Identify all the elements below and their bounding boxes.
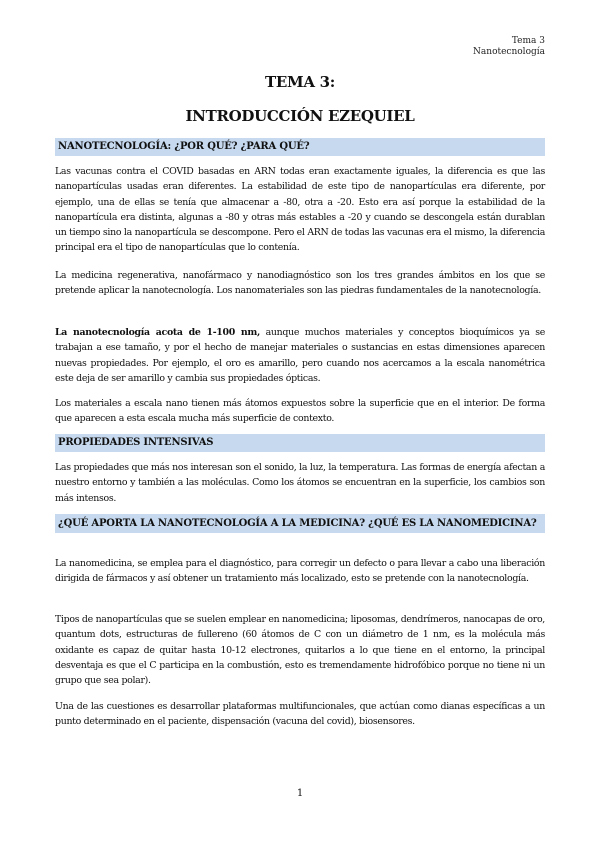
running-header bbox=[473, 36, 545, 58]
paragraph-escala-nano: La nanotecnología acota de 1-100 nm, aunque muchos materiales y conceptos bioquímicos ya se trabajan a ese tamaño, y por el hecho de manejar materiales o sustancias en estas dimensiones aparecen nuevas propiedades. Por ejemplo, el oro es amarillo, pero cuando nos acercamos a la escala nanométrica este deja de ser amarillo y cambia sus propiedades ópticas. bbox=[55, 327, 545, 384]
page-subtitle: INTRODUCCIÓN EZEQUIEL bbox=[185, 107, 415, 125]
header-topic-number: Tema 3 bbox=[511, 36, 545, 46]
header-topic-name: Nanotecnología bbox=[473, 47, 545, 57]
paragraph-propiedades: Las propiedades que más nos interesan son el sonido, la luz, la temperatura. Las formas de energía afectan a nuestro entorno y también a las moléculas. Como los átomos se encuentran en la superficie, los cambios son más intensos. bbox=[55, 462, 545, 504]
paragraph-vacunas: Las vacunas contra el COVID basadas en ARN todas eran exactamente iguales, la diferencia es que las nanopartículas usadas eran diferentes. La estabilidad de este tipo de nanopartículas era diferente, por ejemplo, una de ellas se tenía que almacenar a -80, otra a -20. Esto era así porque la estabilidad de la nanopartícula era distinta, algunas a -80 y otras más estables a -20 y cuando se descongela están durablan un tiempo sino la nanopartícula se descompone. Pero el ARN de todas las vacunas era el mismo, la diferencia principal era el tipo de nanopartículas que lo contenía. bbox=[55, 166, 545, 254]
bold-definition: La nanotecnología acota de 1-100 nm, bbox=[55, 327, 260, 338]
section-heading-nanotecnologia: NANOTECNOLOGÍA: ¿POR QUÉ? ¿PARA QUÉ? bbox=[55, 138, 545, 156]
paragraph-medicina-regenerativa: La medicina regenerativa, nanofármaco y nanodiagnóstico son los tres grandes ámbitos en los que se pretende aplicar la nanotecnología. Los nanomateriales son las piedras fundamentales de la nanotecnología. bbox=[55, 270, 545, 297]
section-heading-nanomedicina: ¿QUÉ APORTA LA NANOTECNOLOGÍA A LA MEDICINA? ¿QUÉ ES LA NANOMEDICINA? bbox=[55, 514, 545, 533]
paragraph-nanomedicina: La nanomedicina, se emplea para el diagnóstico, para corregir un defecto o para llevar a cabo una liberación dirigida de fármacos y así obtener un tratamiento más localizado, esto se pretende con la nanotecnología. bbox=[55, 558, 545, 585]
page-title: TEMA 3: bbox=[265, 73, 335, 91]
paragraph-superficie: Los materiales a escala nano tienen más átomos expuestos sobre la superficie que en el interior. De forma que aparecen a esta escala mucha más superficie de contexto. bbox=[55, 398, 545, 425]
section-heading-propiedades: PROPIEDADES INTENSIVAS bbox=[55, 434, 545, 452]
paragraph-plataformas: Una de las cuestiones es desarrollar plataformas multifuncionales, que actúan como dianas específicas a un punto determinado en el paciente, dispensación (vacuna del covid), biosensores. bbox=[55, 701, 545, 728]
paragraph-tipos-nanoparticulas: Tipos de nanopartículas que se suelen emplear en nanomedicina; liposomas, dendrímeros, nanocapas de oro, quantum dots, estructuras de fullereno (60 átomos de C con un diámetro de 1 nm, es la molécula más oxidante es capaz de quitar hasta 10-12 electrones, quitarlos a lo que tiene en el entorno, la principal desventaja es que el C participa en la combustión, esto es tremendamente hidrofóbico porque no tiene ni un grupo que sea polar). bbox=[55, 614, 545, 687]
page-number: 1 bbox=[296, 788, 304, 799]
